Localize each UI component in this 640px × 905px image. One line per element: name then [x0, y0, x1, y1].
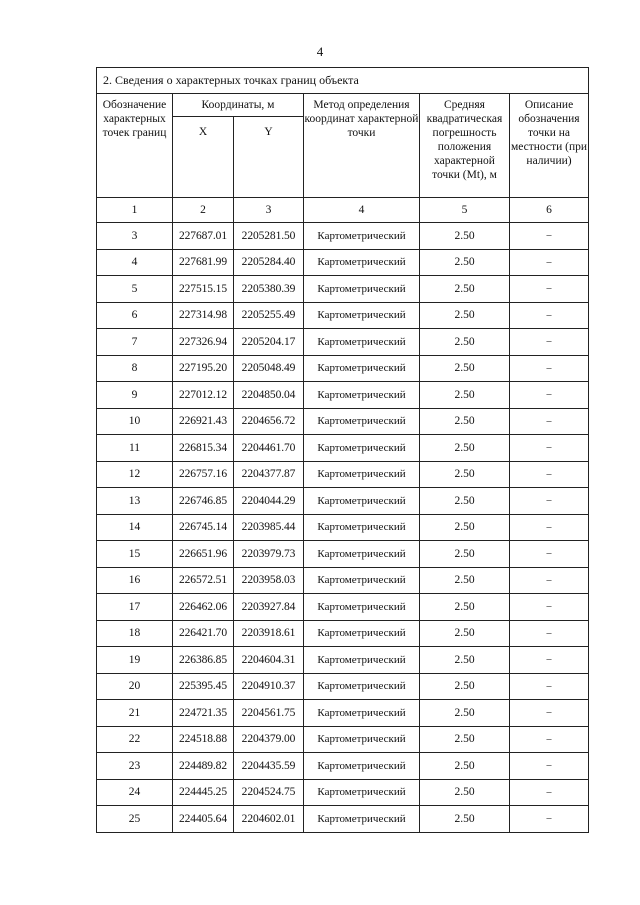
cell-method: Картометрический [304, 408, 420, 435]
header-point: Обозначение характерных точек границ [97, 94, 173, 198]
cell-y: 2203958.03 [234, 567, 304, 594]
column-number: 2 [173, 198, 234, 223]
table-row [97, 382, 589, 409]
cell-description: – [510, 329, 589, 356]
cell-description: – [510, 700, 589, 727]
cell-x: 224445.25 [173, 779, 234, 806]
cell-error: 2.50 [420, 249, 510, 276]
table-row [97, 461, 589, 488]
cell-method: Картометрический [304, 382, 420, 409]
cell-y: 2204561.75 [234, 700, 304, 727]
cell-description: – [510, 594, 589, 621]
cell-method: Картометрический [304, 726, 420, 753]
table-row [97, 302, 589, 329]
cell-method: Картометрический [304, 700, 420, 727]
cell-x: 226757.16 [173, 461, 234, 488]
cell-error: 2.50 [420, 514, 510, 541]
cell-method: Картометрический [304, 514, 420, 541]
cell-point: 19 [97, 647, 173, 674]
cell-method: Картометрический [304, 488, 420, 515]
cell-y: 2205380.39 [234, 276, 304, 303]
cell-point: 20 [97, 673, 173, 700]
cell-error: 2.50 [420, 541, 510, 568]
cell-error: 2.50 [420, 594, 510, 621]
cell-y: 2204435.59 [234, 753, 304, 780]
table-row [97, 620, 589, 647]
cell-point: 12 [97, 461, 173, 488]
table-row [97, 806, 589, 833]
cell-point: 7 [97, 329, 173, 356]
cell-description: – [510, 302, 589, 329]
table-row [97, 249, 589, 276]
cell-description: – [510, 382, 589, 409]
cell-y: 2203985.44 [234, 514, 304, 541]
cell-x: 227326.94 [173, 329, 234, 356]
header-x: X [173, 117, 234, 198]
cell-description: – [510, 567, 589, 594]
cell-y: 2205284.40 [234, 249, 304, 276]
column-number: 3 [234, 198, 304, 223]
cell-method: Картометрический [304, 594, 420, 621]
cell-error: 2.50 [420, 753, 510, 780]
cell-description: – [510, 514, 589, 541]
cell-x: 226572.51 [173, 567, 234, 594]
table-row [97, 673, 589, 700]
cell-description: – [510, 673, 589, 700]
cell-x: 227314.98 [173, 302, 234, 329]
table-row [97, 488, 589, 515]
cell-method: Картометрический [304, 753, 420, 780]
cell-method: Картометрический [304, 541, 420, 568]
cell-error: 2.50 [420, 620, 510, 647]
cell-y: 2204656.72 [234, 408, 304, 435]
cell-point: 14 [97, 514, 173, 541]
cell-method: Картометрический [304, 435, 420, 462]
cell-error: 2.50 [420, 488, 510, 515]
cell-x: 224489.82 [173, 753, 234, 780]
table-row [97, 329, 589, 356]
cell-method: Картометрический [304, 647, 420, 674]
cell-point: 15 [97, 541, 173, 568]
cell-method: Картометрический [304, 567, 420, 594]
cell-x: 226921.43 [173, 408, 234, 435]
header-coordinates: Координаты, м [173, 94, 304, 117]
cell-x: 224721.35 [173, 700, 234, 727]
cell-x: 224518.88 [173, 726, 234, 753]
table-row [97, 753, 589, 780]
cell-method: Картометрический [304, 249, 420, 276]
table-row [97, 514, 589, 541]
cell-method: Картометрический [304, 223, 420, 250]
cell-error: 2.50 [420, 276, 510, 303]
cell-point: 11 [97, 435, 173, 462]
cell-x: 226386.85 [173, 647, 234, 674]
header-error: Средняя квадратическая погрешность положения характерной точки (Mt), м [420, 94, 510, 198]
header-y: Y [234, 117, 304, 198]
cell-y: 2204524.75 [234, 779, 304, 806]
table-row [97, 223, 589, 250]
cell-y: 2204602.01 [234, 806, 304, 833]
cell-x: 226745.14 [173, 514, 234, 541]
cell-method: Картометрический [304, 673, 420, 700]
cell-y: 2204850.04 [234, 382, 304, 409]
cell-description: – [510, 249, 589, 276]
cell-error: 2.50 [420, 223, 510, 250]
cell-point: 6 [97, 302, 173, 329]
cell-y: 2205281.50 [234, 223, 304, 250]
cell-description: – [510, 541, 589, 568]
cell-point: 10 [97, 408, 173, 435]
cell-x: 227687.01 [173, 223, 234, 250]
table-row [97, 435, 589, 462]
cell-error: 2.50 [420, 355, 510, 382]
cell-x: 227681.99 [173, 249, 234, 276]
cell-error: 2.50 [420, 726, 510, 753]
cell-point: 9 [97, 382, 173, 409]
table-row [97, 541, 589, 568]
cell-description: – [510, 753, 589, 780]
cell-point: 21 [97, 700, 173, 727]
cell-error: 2.50 [420, 461, 510, 488]
cell-y: 2204044.29 [234, 488, 304, 515]
cell-method: Картометрический [304, 329, 420, 356]
cell-point: 22 [97, 726, 173, 753]
cell-description: – [510, 806, 589, 833]
cell-method: Картометрический [304, 620, 420, 647]
table-row [97, 779, 589, 806]
cell-point: 25 [97, 806, 173, 833]
cell-y: 2204604.31 [234, 647, 304, 674]
section-title: 2. Сведения о характерных точках границ объекта [97, 68, 589, 94]
cell-point: 4 [97, 249, 173, 276]
table-row [97, 594, 589, 621]
cell-x: 224405.64 [173, 806, 234, 833]
table-body [97, 223, 589, 833]
cell-point: 8 [97, 355, 173, 382]
cell-method: Картометрический [304, 461, 420, 488]
cell-y: 2204379.00 [234, 726, 304, 753]
table-row [97, 408, 589, 435]
cell-error: 2.50 [420, 435, 510, 462]
cell-description: – [510, 355, 589, 382]
cell-error: 2.50 [420, 329, 510, 356]
cell-error: 2.50 [420, 806, 510, 833]
cell-description: – [510, 408, 589, 435]
cell-point: 3 [97, 223, 173, 250]
cell-y: 2204910.37 [234, 673, 304, 700]
header-method: Метод определения координат характерной точки [304, 94, 420, 198]
cell-point: 17 [97, 594, 173, 621]
cell-point: 5 [97, 276, 173, 303]
cell-error: 2.50 [420, 408, 510, 435]
cell-y: 2203979.73 [234, 541, 304, 568]
cell-x: 227195.20 [173, 355, 234, 382]
cell-description: – [510, 435, 589, 462]
cell-y: 2204377.87 [234, 461, 304, 488]
table-row [97, 647, 589, 674]
table-row [97, 567, 589, 594]
cell-x: 226421.70 [173, 620, 234, 647]
cell-method: Картометрический [304, 806, 420, 833]
cell-description: – [510, 779, 589, 806]
cell-y: 2203918.61 [234, 620, 304, 647]
column-number: 4 [304, 198, 420, 223]
table-row [97, 726, 589, 753]
cell-method: Картометрический [304, 276, 420, 303]
cell-description: – [510, 276, 589, 303]
table-row [97, 276, 589, 303]
cell-error: 2.50 [420, 302, 510, 329]
cell-point: 24 [97, 779, 173, 806]
cell-y: 2205204.17 [234, 329, 304, 356]
cell-description: – [510, 461, 589, 488]
cell-x: 226746.85 [173, 488, 234, 515]
cell-point: 18 [97, 620, 173, 647]
table-row [97, 355, 589, 382]
cell-error: 2.50 [420, 673, 510, 700]
cell-method: Картометрический [304, 355, 420, 382]
table-row [97, 700, 589, 727]
cell-method: Картометрический [304, 302, 420, 329]
column-number: 1 [97, 198, 173, 223]
cell-point: 23 [97, 753, 173, 780]
cell-description: – [510, 647, 589, 674]
page-number: 4 [316, 44, 324, 59]
column-numbers-row [97, 198, 589, 223]
cell-y: 2203927.84 [234, 594, 304, 621]
column-number: 6 [510, 198, 589, 223]
cell-error: 2.50 [420, 779, 510, 806]
cell-point: 13 [97, 488, 173, 515]
cell-y: 2205048.49 [234, 355, 304, 382]
column-number: 5 [420, 198, 510, 223]
boundary-points-table [96, 67, 589, 833]
cell-y: 2204461.70 [234, 435, 304, 462]
cell-description: – [510, 223, 589, 250]
cell-error: 2.50 [420, 647, 510, 674]
cell-point: 16 [97, 567, 173, 594]
cell-error: 2.50 [420, 567, 510, 594]
header-description: Описание обозначения точки на местности (при наличии) [510, 94, 589, 198]
cell-x: 227012.12 [173, 382, 234, 409]
cell-description: – [510, 488, 589, 515]
cell-method: Картометрический [304, 779, 420, 806]
cell-description: – [510, 620, 589, 647]
cell-error: 2.50 [420, 382, 510, 409]
cell-x: 226651.96 [173, 541, 234, 568]
cell-description: – [510, 726, 589, 753]
cell-y: 2205255.49 [234, 302, 304, 329]
cell-x: 227515.15 [173, 276, 234, 303]
cell-x: 225395.45 [173, 673, 234, 700]
cell-x: 226462.06 [173, 594, 234, 621]
cell-x: 226815.34 [173, 435, 234, 462]
cell-error: 2.50 [420, 700, 510, 727]
